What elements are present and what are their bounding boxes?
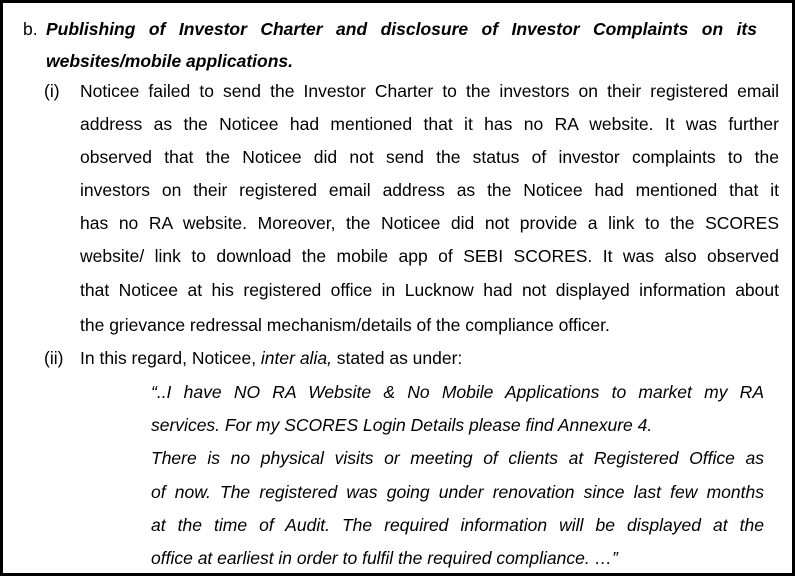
item-1-line: address as the Noticee had mentioned that it has no RA website. It was further [80, 114, 779, 134]
item-1-line: has no RA website. Moreover, the Noticee did not provide a link to the SCORES [80, 213, 779, 233]
item-1-marker: (i) [44, 81, 60, 101]
item-1-line: the grievance redressal mechanism/details of the compliance officer. [80, 315, 610, 335]
quote-line: office at earliest in order to fulfil the required compliance. …” [151, 548, 618, 568]
item-1-line: website/ link to download the mobile app of SEBI SCORES. It was also observed [80, 246, 779, 266]
quote-line: There is no physical visits or meeting of clients at Registered Office as [151, 448, 764, 468]
quote-line: services. For my SCORES Login Details please find Annexure 4. [151, 415, 653, 435]
item-1-line: that Noticee at his registered office in Lucknow had not displayed information about [80, 280, 779, 300]
section-heading-line-1: Publishing of Investor Charter and disclosure of Investor Complaints on its [46, 19, 757, 39]
item-2-intro-italic: inter alia, [260, 348, 332, 368]
item-2-intro [80, 347, 462, 369]
item-1-line: observed that the Noticee did not send the status of investor complaints to the [80, 147, 779, 167]
quote-line: at the time of Audit. The required information will be displayed at the [151, 515, 764, 535]
quote-line: “..I have NO RA Website & No Mobile Applications to market my RA [151, 382, 764, 402]
quote-line: of now. The registered was going under renovation since last few months [151, 482, 764, 502]
section-heading-line-2: websites/mobile applications. [46, 51, 294, 71]
item-1-line: Noticee failed to send the Investor Charter to the investors on their registered email [80, 81, 779, 101]
item-1-line: investors on their registered email address as the Noticee had mentioned that it [80, 180, 779, 200]
item-2-intro-text: In this regard, Noticee, [80, 348, 261, 368]
item-2-intro-tail: stated as under: [331, 348, 463, 368]
item-2-marker: (ii) [44, 348, 64, 368]
section-marker: b. [23, 19, 38, 39]
